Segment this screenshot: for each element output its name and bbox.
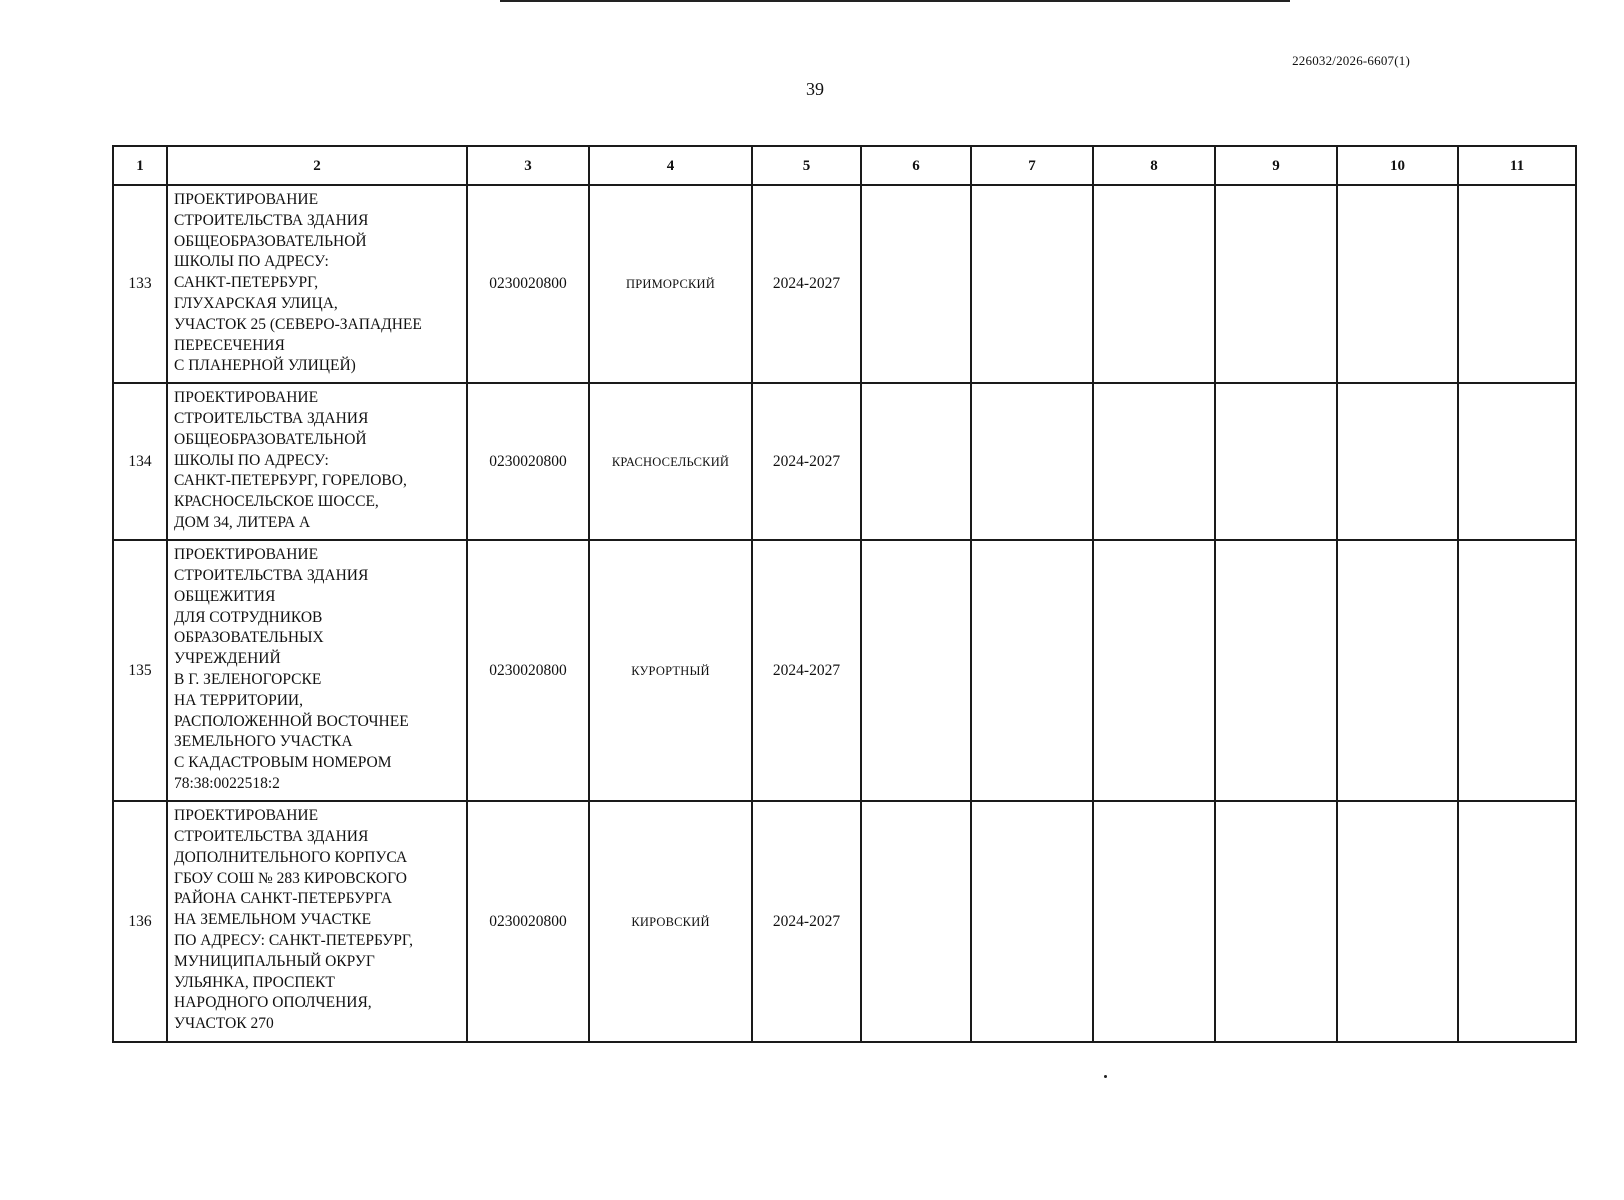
district-name: ПРИМОРСКИЙ <box>589 185 752 383</box>
row-number: 133 <box>113 185 167 383</box>
district-name: КРАСНОСЕЛЬСКИЙ <box>589 383 752 540</box>
period: 2024-2027 <box>752 801 861 1042</box>
description-line: РАСПОЛОЖЕННОЙ ВОСТОЧНЕЕ <box>174 712 409 730</box>
description-line: СТРОИТЕЛЬСТВА ЗДАНИЯ <box>174 211 369 229</box>
column-header: 7 <box>971 146 1093 185</box>
column-header: 6 <box>861 146 971 185</box>
document-id: 226032/2026-6607(1) <box>1292 53 1410 68</box>
description-line: ДОМ 34, ЛИТЕРА А <box>174 513 311 531</box>
table-row <box>113 540 1576 801</box>
description-line: ОБЩЕЖИТИЯ <box>174 587 276 605</box>
district-name: КУРОРТНЫЙ <box>589 540 752 801</box>
empty-cell <box>1458 185 1576 383</box>
object-description <box>167 185 467 383</box>
description-line: ДЛЯ СОТРУДНИКОВ <box>174 608 323 626</box>
page-number: 39 <box>806 79 824 99</box>
row-number: 134 <box>113 383 167 540</box>
description-line: УЧАСТОК 270 <box>174 1015 274 1033</box>
description-line: СТРОИТЕЛЬСТВА ЗДАНИЯ <box>174 409 369 427</box>
description-line: ПЕРЕСЕЧЕНИЯ <box>174 336 285 354</box>
empty-cell <box>1093 383 1215 540</box>
budget-code: 0230020800 <box>467 540 589 801</box>
table-row <box>113 383 1576 540</box>
column-header: 2 <box>167 146 467 185</box>
description-line: ПРОЕКТИРОВАНИЕ <box>174 546 319 564</box>
description-line: МУНИЦИПАЛЬНЫЙ ОКРУГ <box>174 952 375 970</box>
description-line: С КАДАСТРОВЫМ НОМЕРОМ <box>174 754 392 772</box>
description-line: НА ЗЕМЕЛЬНОМ УЧАСТКЕ <box>174 911 372 929</box>
description-line: ПО АДРЕСУ: САНКТ-ПЕТЕРБУРГ, <box>174 931 413 949</box>
description-line: КРАСНОСЕЛЬСКОЕ ШОССЕ, <box>174 493 379 511</box>
description-line: ПРОЕКТИРОВАНИЕ <box>174 389 319 407</box>
object-description <box>167 801 467 1042</box>
column-header: 3 <box>467 146 589 185</box>
table-row <box>113 185 1576 383</box>
description-line: ГЛУХАРСКАЯ УЛИЦА, <box>174 294 338 312</box>
description-line: ШКОЛЫ ПО АДРЕСУ: <box>174 253 329 271</box>
empty-cell <box>861 801 971 1042</box>
empty-cell <box>1337 540 1458 801</box>
description-line: САНКТ-ПЕТЕРБУРГ, ГОРЕЛОВО, <box>174 472 407 490</box>
scan-speck <box>1104 1075 1107 1078</box>
row-number: 135 <box>113 540 167 801</box>
empty-cell <box>1337 383 1458 540</box>
period: 2024-2027 <box>752 540 861 801</box>
column-header: 8 <box>1093 146 1215 185</box>
description-line: В Г. ЗЕЛЕНОГОРСКЕ <box>174 670 322 688</box>
empty-cell <box>1215 383 1337 540</box>
row-number: 136 <box>113 801 167 1042</box>
empty-cell <box>1215 185 1337 383</box>
empty-cell <box>1093 540 1215 801</box>
empty-cell <box>861 185 971 383</box>
district-name: КИРОВСКИЙ <box>589 801 752 1042</box>
empty-cell <box>971 185 1093 383</box>
empty-cell <box>1215 801 1337 1042</box>
empty-cell <box>1337 185 1458 383</box>
empty-cell <box>1093 801 1215 1042</box>
description-line: ОБЩЕОБРАЗОВАТЕЛЬНОЙ <box>174 232 367 250</box>
description-line: ПРОЕКТИРОВАНИЕ <box>174 191 319 208</box>
description-line: ЗЕМЕЛЬНОГО УЧАСТКА <box>174 733 353 751</box>
description-line: НАРОДНОГО ОПОЛЧЕНИЯ, <box>174 994 372 1012</box>
description-line: 78:38:0022518:2 <box>174 774 280 792</box>
top-edge-rule <box>500 0 1290 2</box>
description-line: УЛЬЯНКА, ПРОСПЕКТ <box>174 973 335 991</box>
description-line: ДОПОЛНИТЕЛЬНОГО КОРПУСА <box>174 848 408 866</box>
empty-cell <box>1215 540 1337 801</box>
description-line: ГБОУ СОШ № 283 КИРОВСКОГО <box>174 869 407 887</box>
description-line: РАЙОНА САНКТ-ПЕТЕРБУРГА <box>174 890 393 908</box>
description-line: ПРОЕКТИРОВАНИЕ <box>174 807 319 825</box>
register-table <box>112 145 1577 1043</box>
description-line: НА ТЕРРИТОРИИ, <box>174 691 303 709</box>
empty-cell <box>1458 540 1576 801</box>
object-description <box>167 383 467 540</box>
description-line: СТРОИТЕЛЬСТВА ЗДАНИЯ <box>174 827 369 845</box>
column-header: 9 <box>1215 146 1337 185</box>
empty-cell <box>861 383 971 540</box>
table-row <box>113 801 1576 1042</box>
description-line: УЧРЕЖДЕНИЙ <box>174 650 281 668</box>
empty-cell <box>1458 383 1576 540</box>
period: 2024-2027 <box>752 185 861 383</box>
description-line: САНКТ-ПЕТЕРБУРГ, <box>174 274 319 292</box>
description-line: С ПЛАНЕРНОЙ УЛИЦЕЙ) <box>174 357 356 375</box>
object-description <box>167 540 467 801</box>
empty-cell <box>971 801 1093 1042</box>
empty-cell <box>1093 185 1215 383</box>
period: 2024-2027 <box>752 383 861 540</box>
table-header-row <box>113 146 1576 185</box>
description-line: УЧАСТОК 25 (СЕВЕРО-ЗАПАДНЕЕ <box>174 315 422 333</box>
description-line: СТРОИТЕЛЬСТВА ЗДАНИЯ <box>174 566 369 584</box>
column-header: 4 <box>589 146 752 185</box>
empty-cell <box>861 540 971 801</box>
column-header: 11 <box>1458 146 1576 185</box>
budget-code: 0230020800 <box>467 185 589 383</box>
description-line: ШКОЛЫ ПО АДРЕСУ: <box>174 451 329 469</box>
empty-cell <box>971 540 1093 801</box>
description-line: ОБЩЕОБРАЗОВАТЕЛЬНОЙ <box>174 430 367 448</box>
budget-code: 0230020800 <box>467 801 589 1042</box>
column-header: 10 <box>1337 146 1458 185</box>
description-line: ОБРАЗОВАТЕЛЬНЫХ <box>174 629 324 647</box>
budget-code: 0230020800 <box>467 383 589 540</box>
column-header: 1 <box>113 146 167 185</box>
empty-cell <box>1337 801 1458 1042</box>
empty-cell <box>1458 801 1576 1042</box>
column-header: 5 <box>752 146 861 185</box>
empty-cell <box>971 383 1093 540</box>
